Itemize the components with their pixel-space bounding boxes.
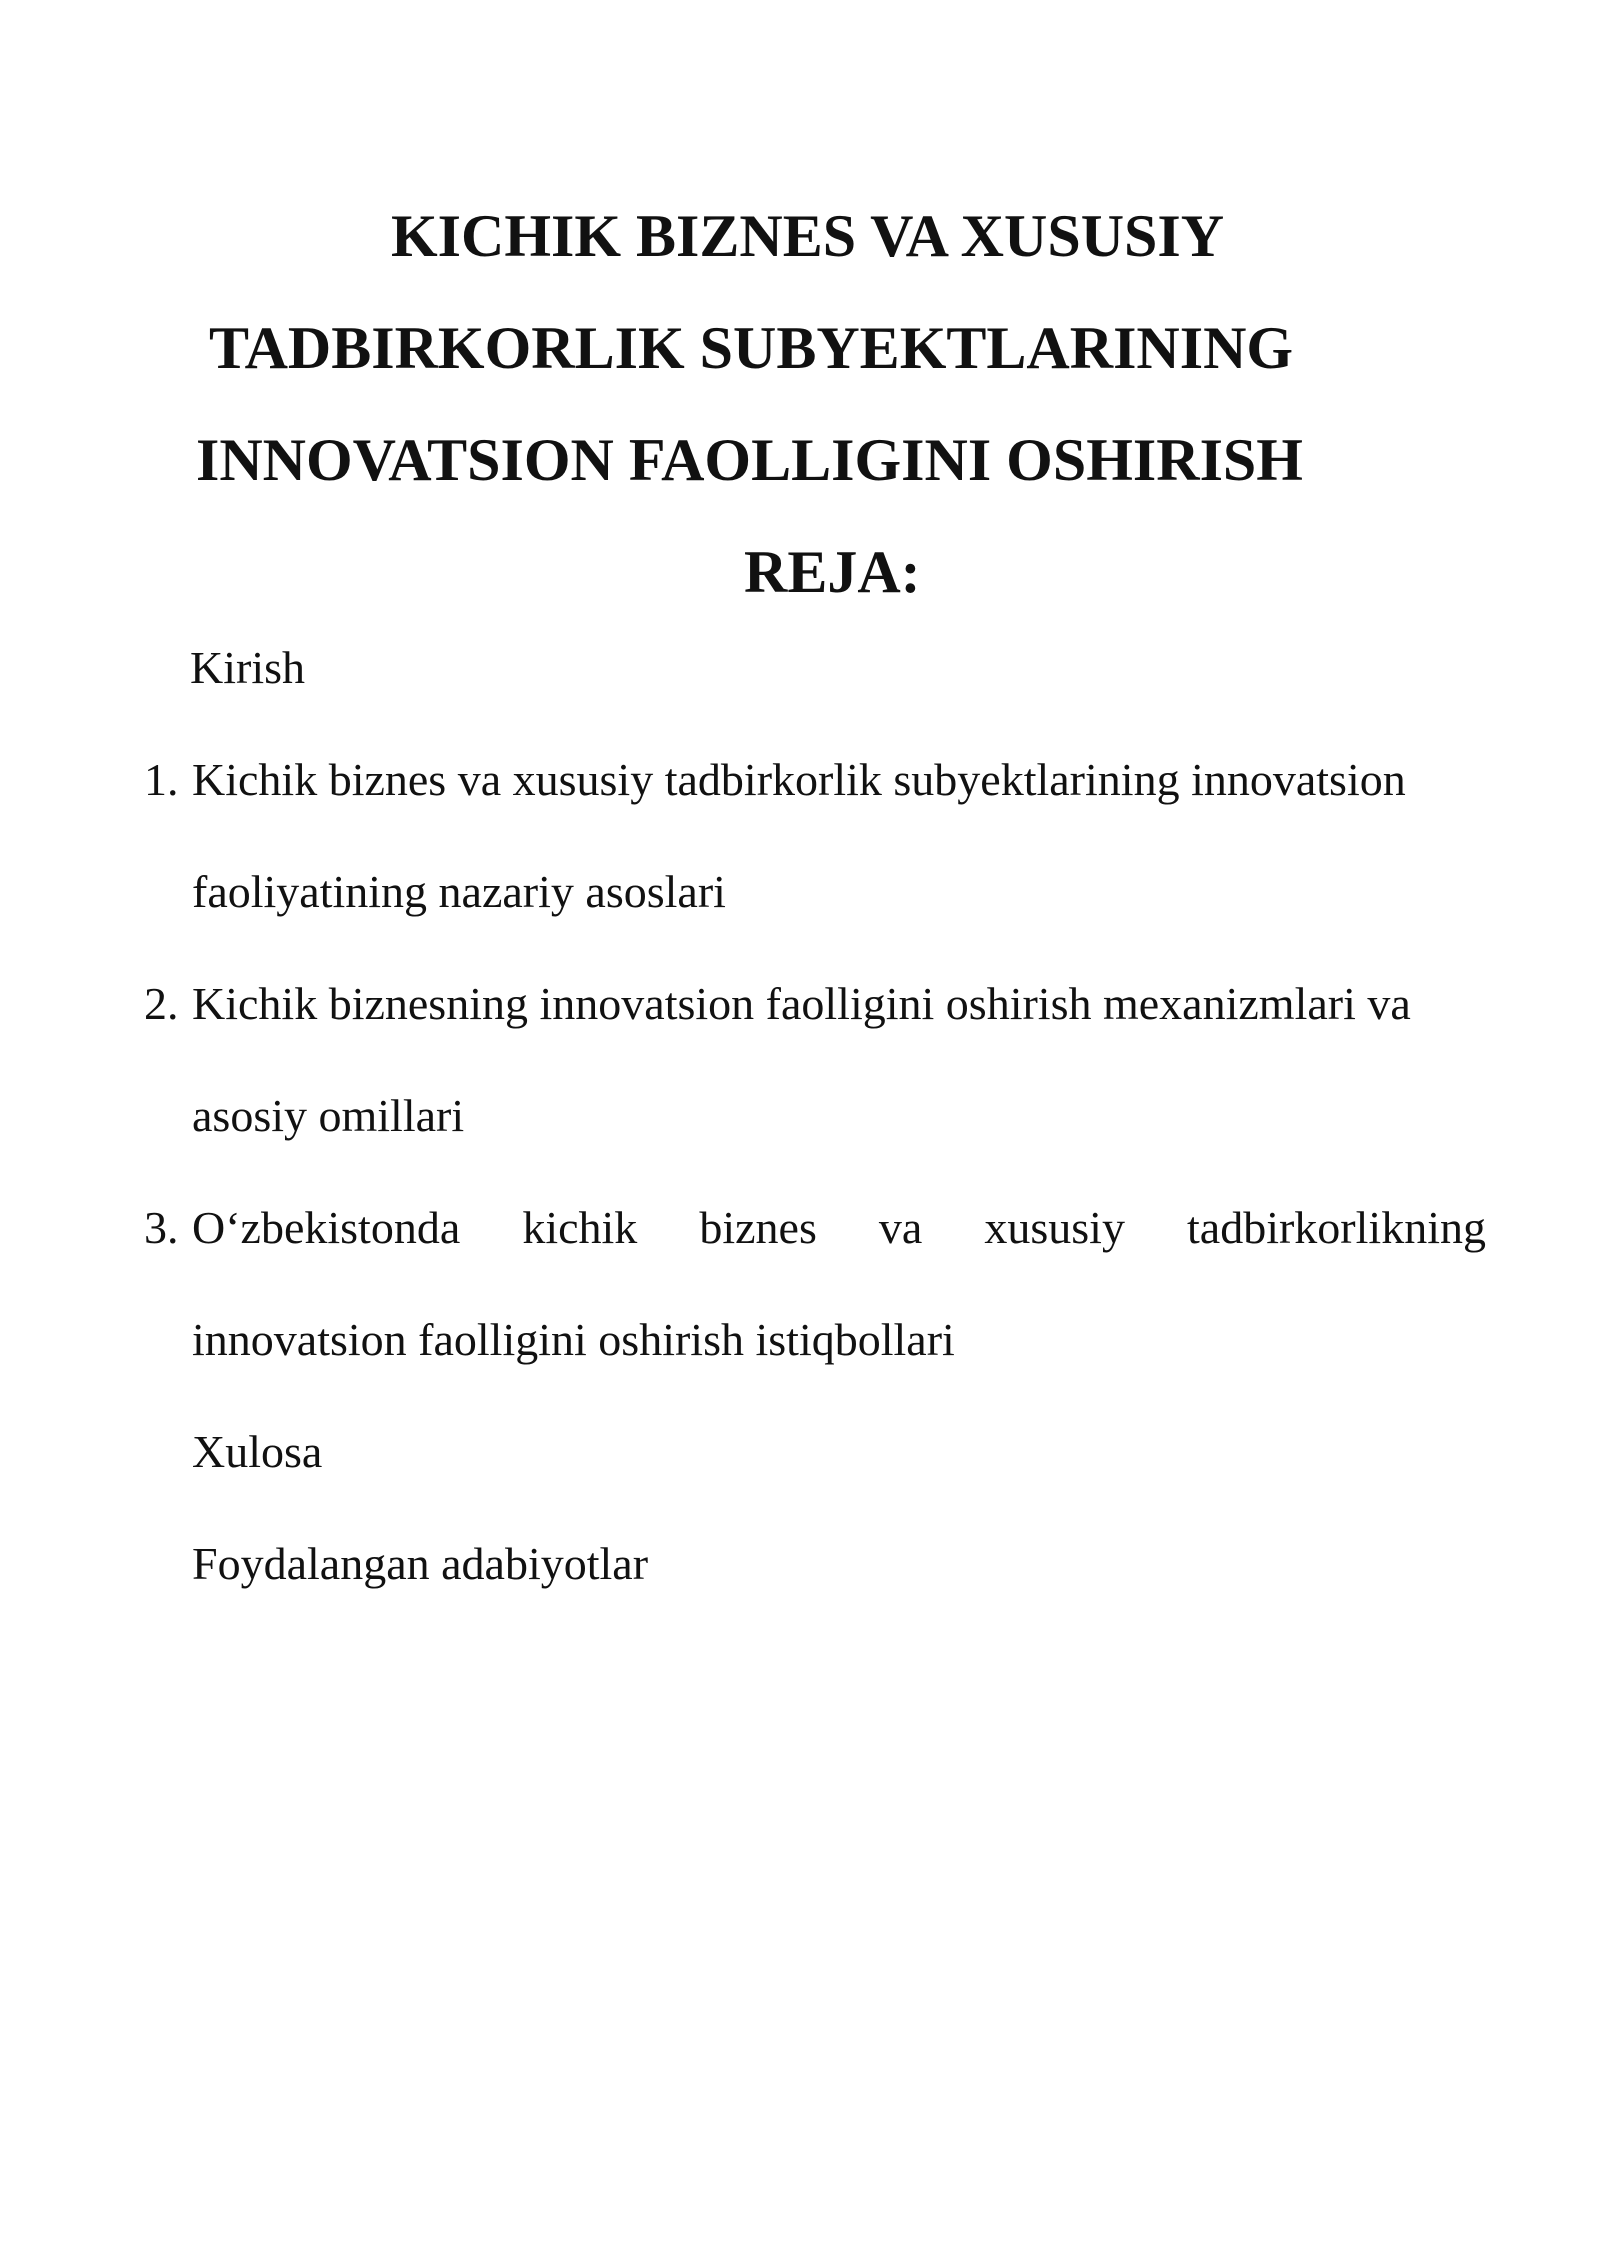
plan-item-2-text: Kichik biznesning innovatsion faolligini oshirish mexanizmlari va <box>192 978 1411 1029</box>
plan-item-1 <box>0 724 1600 836</box>
plan-item-1-text: Kichik biznes va xususiy tadbirkorlik subyektlarining innovatsion <box>192 754 1406 805</box>
plan-item-1-line-2: faoliyatining nazariy asoslari <box>192 866 726 917</box>
plan-item-number: 1. <box>144 754 179 805</box>
plan-item-3-word: tadbirkorlikning <box>1187 1202 1486 1253</box>
plan-list <box>0 612 1600 1620</box>
plan-item-number: 3. <box>144 1202 179 1253</box>
plan-item-3-word: va <box>878 1202 923 1253</box>
plan-item-3-word: biznes <box>699 1202 817 1253</box>
plan-intro: Kirish <box>190 642 305 693</box>
plan-references-row <box>0 1508 1600 1620</box>
title-line-2: TADBIRKORLIK SUBYEKTLARINING <box>209 315 1294 381</box>
plan-item-3-line-2: innovatsion faolligini oshirish istiqbollari <box>192 1314 955 1365</box>
document-title <box>0 180 1600 628</box>
plan-item-3 <box>0 1172 1600 1284</box>
title-line-1: KICHIK BIZNES VA XUSUSIY <box>391 203 1225 269</box>
plan-conclusion-row <box>0 1396 1600 1508</box>
plan-item-3-word: xususiy <box>984 1202 1125 1253</box>
plan-item-2-continuation <box>0 1060 1600 1172</box>
plan-item-2 <box>0 948 1600 1060</box>
plan-item-1-continuation <box>0 836 1600 948</box>
plan-item-3-word: kichik <box>522 1202 638 1253</box>
title-line-plan-heading: REJA: <box>744 539 921 605</box>
title-line-3: INNOVATSION FAOLLIGINI OSHIRISH <box>196 427 1303 493</box>
plan-conclusion: Xulosa <box>192 1426 323 1477</box>
plan-intro-row <box>0 612 1600 724</box>
plan-references: Foydalangan adabiyotlar <box>192 1538 649 1589</box>
plan-item-3-line-1 <box>192 1172 1486 1284</box>
plan-item-1-line-1 <box>192 724 1486 836</box>
plan-item-2-line-2: asosiy omillari <box>192 1090 465 1141</box>
plan-item-3-word: O‘zbekistonda <box>192 1202 461 1253</box>
plan-item-3-continuation <box>0 1284 1600 1396</box>
plan-item-2-line-1 <box>192 948 1486 1060</box>
plan-item-number: 2. <box>144 978 179 1029</box>
